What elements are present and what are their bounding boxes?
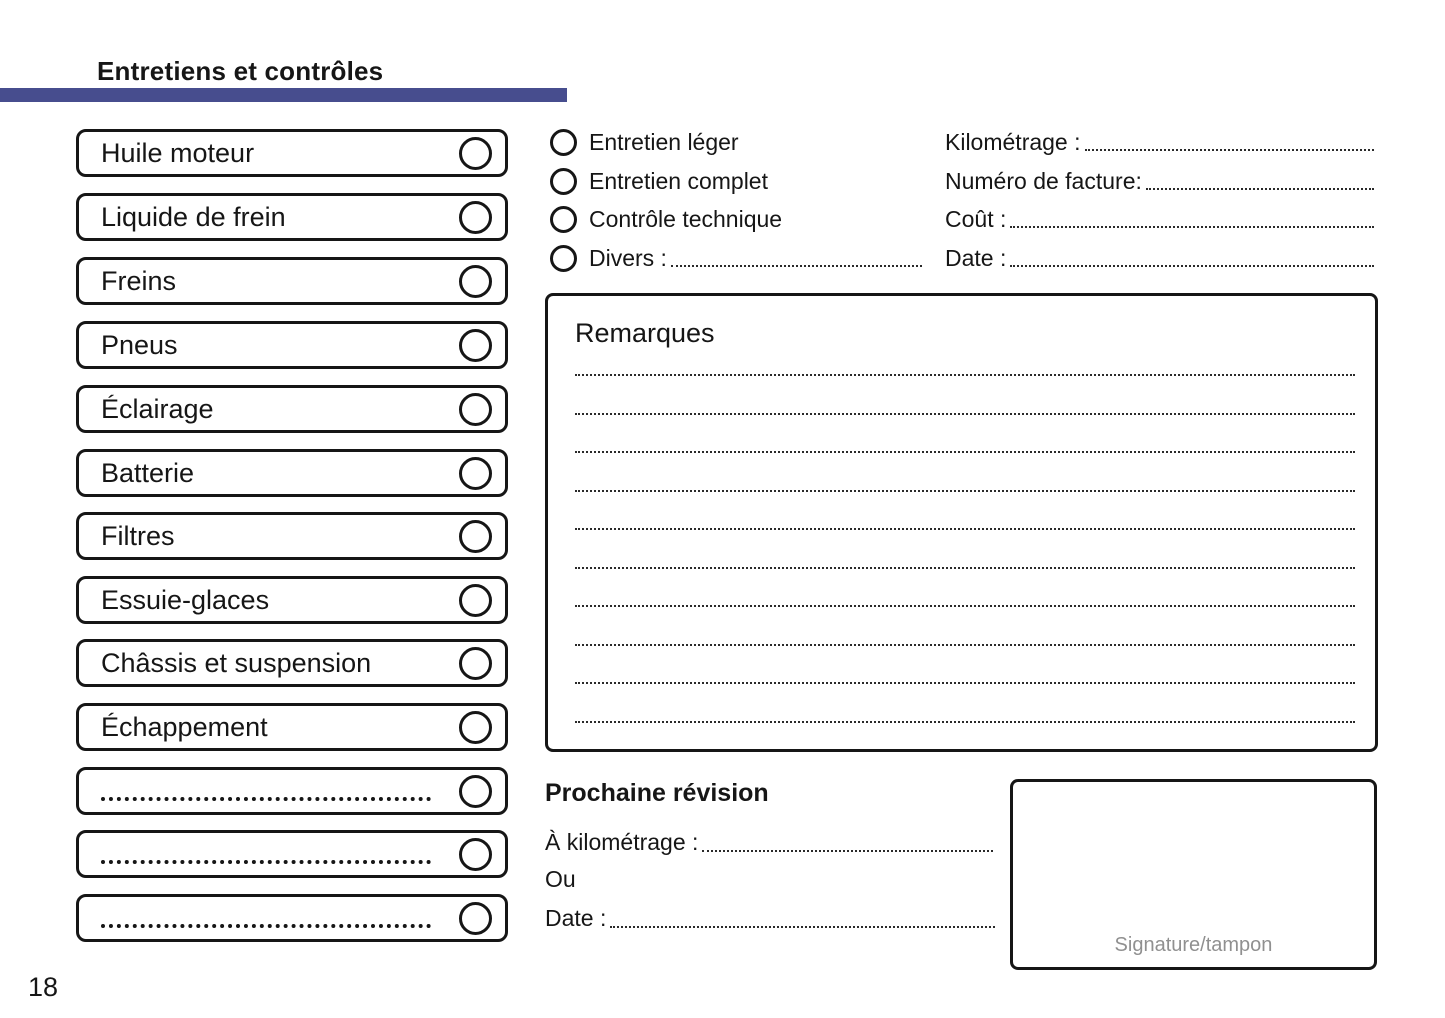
date-label: Date : bbox=[545, 904, 607, 931]
field-date bbox=[945, 243, 1374, 273]
remark-dotted-line bbox=[575, 413, 1355, 415]
checkbox-circle bbox=[459, 647, 492, 680]
field-cout bbox=[945, 204, 1374, 234]
checklist-item-blank-2 bbox=[76, 830, 508, 878]
blank-label-dotted-line bbox=[101, 797, 431, 801]
checklist-item-pneus bbox=[76, 321, 508, 369]
option-entretien-complet bbox=[550, 166, 768, 196]
checkbox-circle bbox=[459, 137, 492, 170]
mileage-dotted-line bbox=[702, 850, 993, 852]
checkbox-circle bbox=[459, 838, 492, 871]
next-service-mileage-field bbox=[545, 826, 993, 858]
radio-circle bbox=[550, 168, 577, 195]
checklist-item-eclairage bbox=[76, 385, 508, 433]
checklist-item-label: Châssis et suspension bbox=[101, 647, 372, 678]
page-title: Entretiens et contrôles bbox=[97, 56, 384, 86]
checklist-item-chassis-et-suspension bbox=[76, 639, 508, 687]
checklist-item-huile-moteur bbox=[76, 129, 508, 177]
field-label: Kilométrage : bbox=[945, 128, 1081, 155]
remarks-title: Remarques bbox=[575, 318, 715, 348]
remark-dotted-line bbox=[575, 605, 1355, 607]
field-dotted-line bbox=[1085, 149, 1374, 151]
radio-circle bbox=[550, 245, 577, 272]
or-label: Ou bbox=[545, 866, 576, 892]
field-numero-facture bbox=[945, 166, 1374, 196]
blank-label-dotted-line bbox=[101, 860, 431, 864]
remark-dotted-line bbox=[575, 682, 1355, 684]
field-dotted-line bbox=[1010, 226, 1374, 228]
checklist-item-echappement bbox=[76, 703, 508, 751]
checkbox-circle bbox=[459, 457, 492, 490]
checklist-item-freins bbox=[76, 257, 508, 305]
mileage-label: À kilométrage : bbox=[545, 828, 699, 855]
option-controle-technique bbox=[550, 204, 782, 234]
field-label: Date : bbox=[945, 244, 1007, 271]
remark-dotted-line bbox=[575, 644, 1355, 646]
checkbox-circle bbox=[459, 520, 492, 553]
checkbox-circle bbox=[459, 902, 492, 935]
remark-dotted-line bbox=[575, 490, 1355, 492]
remark-dotted-line bbox=[575, 451, 1355, 453]
field-label: Coût : bbox=[945, 205, 1007, 232]
checklist-item-label: Filtres bbox=[101, 520, 175, 551]
checklist-item-label: Essuie-glaces bbox=[101, 584, 270, 615]
checklist-item-label: Batterie bbox=[101, 457, 195, 488]
field-dotted-line bbox=[1010, 265, 1374, 267]
checkbox-circle bbox=[459, 393, 492, 426]
checklist-item-label: Freins bbox=[101, 265, 177, 296]
checklist-item-label: Échappement bbox=[101, 711, 268, 742]
signature-box bbox=[1010, 779, 1377, 970]
option-label: Entretien complet bbox=[589, 167, 768, 194]
blank-label-dotted-line bbox=[101, 924, 431, 928]
option-entretien-leger bbox=[550, 127, 739, 157]
title-accent-bar bbox=[0, 88, 567, 102]
next-service-date-field bbox=[545, 902, 995, 934]
option-divers bbox=[550, 243, 922, 273]
checklist-item-batterie bbox=[76, 449, 508, 497]
signature-label: Signature/tampon bbox=[1114, 934, 1273, 956]
checklist-item-label: Éclairage bbox=[101, 393, 214, 424]
option-label: Entretien léger bbox=[589, 128, 739, 155]
remarks-box bbox=[545, 293, 1378, 752]
next-service-title: Prochaine révision bbox=[545, 779, 769, 807]
checklist-item-filtres bbox=[76, 512, 508, 560]
checkbox-circle bbox=[459, 775, 492, 808]
radio-circle bbox=[550, 206, 577, 233]
checklist-item-label: Pneus bbox=[101, 329, 178, 360]
radio-circle bbox=[550, 129, 577, 156]
checklist-item-liquide-de-frein bbox=[76, 193, 508, 241]
remark-dotted-line bbox=[575, 567, 1355, 569]
checkbox-circle bbox=[459, 584, 492, 617]
field-dotted-line bbox=[1146, 188, 1374, 190]
checkbox-circle bbox=[459, 329, 492, 362]
checkbox-circle bbox=[459, 265, 492, 298]
divers-dotted-line bbox=[671, 265, 922, 267]
checklist-item-blank-3 bbox=[76, 894, 508, 942]
option-label: Contrôle technique bbox=[589, 205, 783, 232]
remark-dotted-line bbox=[575, 721, 1355, 723]
option-label: Divers : bbox=[589, 244, 667, 271]
checklist-item-label: Huile moteur bbox=[101, 137, 255, 168]
field-label: Numéro de facture: bbox=[945, 167, 1142, 194]
checklist-item-label: Liquide de frein bbox=[101, 201, 286, 232]
page-number: 18 bbox=[28, 972, 59, 1002]
checkbox-circle bbox=[459, 711, 492, 744]
field-kilometrage bbox=[945, 127, 1374, 157]
remark-dotted-line bbox=[575, 528, 1355, 530]
date-dotted-line bbox=[610, 926, 995, 928]
checklist-item-blank-1 bbox=[76, 767, 508, 815]
checkbox-circle bbox=[459, 201, 492, 234]
checklist-item-essuie-glaces bbox=[76, 576, 508, 624]
remark-dotted-line bbox=[575, 374, 1355, 376]
